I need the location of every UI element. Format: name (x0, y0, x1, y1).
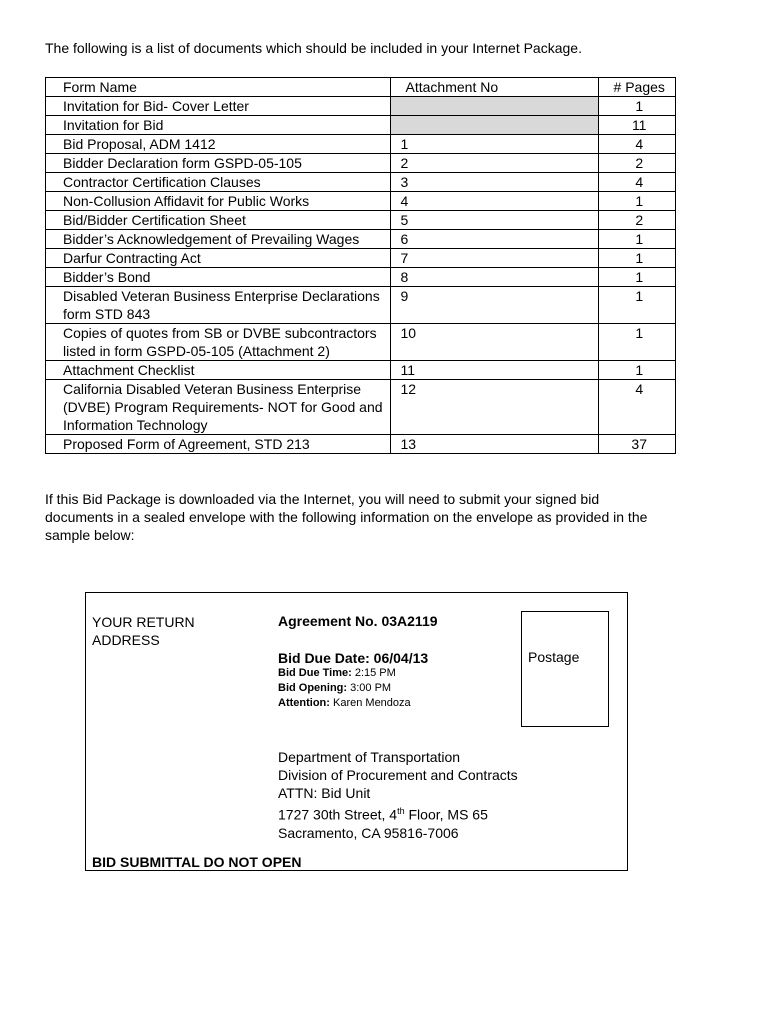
pages-cell: 37 (599, 435, 676, 454)
attachment-no-cell: 3 (390, 173, 599, 192)
agreement-number: Agreement No. 03A2119 (278, 613, 438, 629)
table-row (46, 211, 676, 230)
address-line: Department of Transportation (278, 749, 461, 765)
table-row (46, 97, 676, 116)
attachment-no-cell: 5 (390, 211, 599, 230)
address-city: Sacramento, CA 95816-7006 (278, 824, 459, 841)
pages-cell: 2 (599, 154, 676, 173)
table-header-row (46, 78, 676, 97)
form-name-cell: Copies of quotes from SB or DVBE subcontractors listed in form GSPD-05-105 (Attachment 2) (46, 324, 391, 361)
form-name-cell: Bid Proposal, ADM 1412 (46, 135, 391, 154)
postage-box (521, 611, 609, 727)
pages-cell: 1 (599, 249, 676, 268)
pages-cell: 4 (599, 135, 676, 154)
form-name-cell: Darfur Contracting Act (46, 249, 391, 268)
attachment-no-cell (390, 116, 599, 135)
bid-due-time: Bid Due Time: 2:15 PM (278, 667, 396, 679)
pages-cell: 1 (599, 230, 676, 249)
pages-cell: 1 (599, 97, 676, 116)
attachment-no-cell: 4 (390, 192, 599, 211)
header-pages: # Pages (599, 78, 676, 97)
pages-cell: 4 (599, 173, 676, 192)
table-row (46, 192, 676, 211)
pages-cell: 4 (599, 380, 676, 435)
do-not-open-label: BID SUBMITTAL DO NOT OPEN (92, 854, 302, 870)
form-name-cell: California Disabled Veteran Business Enterprise (DVBE) Program Requirements- NOT for Good and Information Technology (46, 380, 391, 435)
table-row (46, 154, 676, 173)
attachment-no-cell: 8 (390, 268, 599, 287)
attachment-no-cell: 12 (390, 380, 599, 435)
form-name-cell: Proposed Form of Agreement, STD 213 (46, 435, 391, 454)
pages-cell: 1 (599, 268, 676, 287)
bid-opening: Bid Opening: 3:00 PM (278, 682, 392, 694)
table-row (46, 116, 676, 135)
form-name-cell: Bidder’s Bond (46, 268, 391, 287)
table-row (46, 435, 676, 454)
mailing-address (278, 748, 598, 842)
address-line: ATTN: Bid Unit (278, 785, 371, 801)
pages-cell: 1 (599, 361, 676, 380)
attachment-no-cell: 1 (390, 135, 599, 154)
pages-cell: 1 (599, 324, 676, 361)
address-line: Division of Procurement and Contracts (278, 767, 518, 783)
attachment-no-cell: 6 (390, 230, 599, 249)
pages-cell: 2 (599, 211, 676, 230)
form-name-cell: Non-Collusion Affidavit for Public Works (46, 192, 391, 211)
table-row (46, 268, 676, 287)
form-name-cell: Invitation for Bid- Cover Letter (46, 97, 391, 116)
form-name-cell: Contractor Certification Clauses (46, 173, 391, 192)
pages-cell: 1 (599, 287, 676, 324)
bid-due-date: Bid Due Date: 06/04/13 (278, 650, 429, 666)
table-row (46, 230, 676, 249)
form-name-cell: Bid/Bidder Certification Sheet (46, 211, 391, 230)
attachment-no-cell (390, 97, 599, 116)
attachment-no-cell: 13 (390, 435, 599, 454)
envelope-instructions: If this Bid Package is downloaded via the Internet, you will need to submit your signed bid documents in a sealed envelope with the following information on the envelope as provided in the sample below: (45, 491, 648, 543)
header-form-name: Form Name (46, 78, 391, 97)
form-name-cell: Bidder’s Acknowledgement of Prevailing Wages (46, 230, 391, 249)
table-row (46, 135, 676, 154)
form-name-cell: Bidder Declaration form GSPD-05-105 (46, 154, 391, 173)
pages-cell: 11 (599, 116, 676, 135)
postage-label: Postage (528, 649, 580, 665)
attachment-no-cell: 11 (390, 361, 599, 380)
table-row (46, 249, 676, 268)
attention: Attention: Karen Mendoza (278, 697, 411, 709)
header-attachment-no: Attachment No (390, 78, 599, 97)
return-address: YOUR RETURN ADDRESS (92, 614, 195, 648)
attachment-no-cell: 7 (390, 249, 599, 268)
form-name-cell: Disabled Veteran Business Enterprise Declarations form STD 843 (46, 287, 391, 324)
pages-cell: 1 (599, 192, 676, 211)
table-row (46, 173, 676, 192)
attachment-no-cell: 2 (390, 154, 599, 173)
form-name-cell: Invitation for Bid (46, 116, 391, 135)
sample-envelope (85, 592, 628, 871)
documents-table (45, 77, 676, 454)
attachment-no-cell: 9 (390, 287, 599, 324)
form-name-cell: Attachment Checklist (46, 361, 391, 380)
address-street: 1727 30th Street, 4th Floor, MS 65 (278, 806, 488, 823)
table-row (46, 324, 676, 361)
table-row (46, 287, 676, 324)
intro-text: The following is a list of documents which should be included in your Internet Package. (45, 40, 582, 56)
attachment-no-cell: 10 (390, 324, 599, 361)
table-row (46, 361, 676, 380)
table-row (46, 380, 676, 435)
